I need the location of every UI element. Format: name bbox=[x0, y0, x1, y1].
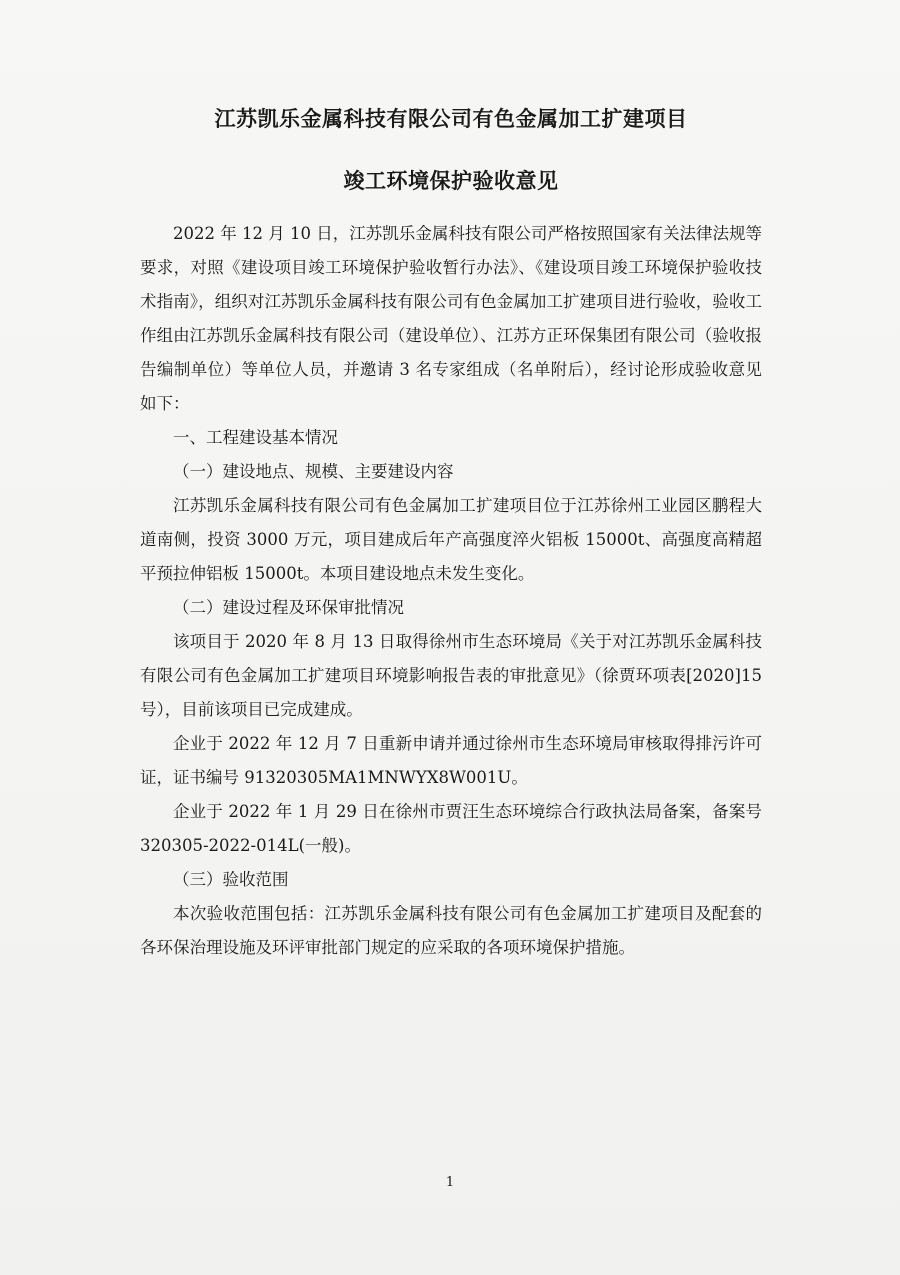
document-title-line2: 竣工环境保护验收意见 bbox=[343, 168, 559, 193]
subsection1-heading: （一）建设地点、规模、主要建设内容 bbox=[173, 462, 454, 481]
page-number: 1 bbox=[445, 1175, 455, 1190]
subsection2-paragraph-2: 企业于 2022 年 12 月 7 日重新申请并通过徐州市生态环境局审核取得排污许可证，证书编号 91320305MA1MNWYX8W001U。 bbox=[140, 734, 762, 787]
subsection3-paragraph: 本次验收范围包括：江苏凯乐金属科技有限公司有色金属加工扩建项目及配套的各环保治理设施及环评审批部门规定的应采取的各项环境保护措施。 bbox=[140, 904, 762, 957]
subsection2-paragraph-1: 该项目于 2020 年 8 月 13 日取得徐州市生态环境局《关于对江苏凯乐金属科技有限公司有色金属加工扩建项目环境影响报告表的审批意见》（徐贾环项表[2020]15 号），目前该项目已完成建成。 bbox=[140, 632, 762, 719]
intro-paragraph: 2022 年 12 月 10 日，江苏凯乐金属科技有限公司严格按照国家有关法律法规等要求，对照《建设项目竣工环境保护验收暂行办法》、《建设项目竣工环境保护验收技术指南》，组织对江苏凯乐金属科技有限公司有色金属加工扩建项目进行验收，验收工作组由江苏凯乐金属科技有限公司（建设单位）、江苏方正环保集团有限公司（验收报告编制单位）等单位人员，并邀请 3 名专家组成（名单附后），经讨论形成验收意见如下： bbox=[140, 224, 762, 413]
subsection2-paragraph-3: 企业于 2022 年 1 月 29 日在徐州市贾汪生态环境综合行政执法局备案，备案号 320305-2022-014L(一般)。 bbox=[140, 802, 762, 855]
section1-heading: 一、工程建设基本情况 bbox=[173, 428, 338, 447]
document-body bbox=[140, 105, 762, 965]
document-title-line1: 江苏凯乐金属科技有限公司有色金属加工扩建项目 bbox=[214, 106, 688, 131]
subsection2-heading: （二）建设过程及环保审批情况 bbox=[173, 598, 404, 617]
subsection1-paragraph: 江苏凯乐金属科技有限公司有色金属加工扩建项目位于江苏徐州工业园区鹏程大道南侧，投资 3000 万元，项目建成后年产高强度淬火铝板 15000t、高强度高精超平预拉伸铝板 15000t。本项目建设地点未发生变化。 bbox=[140, 496, 762, 583]
subsection3-heading: （三）验收范围 bbox=[173, 870, 289, 889]
